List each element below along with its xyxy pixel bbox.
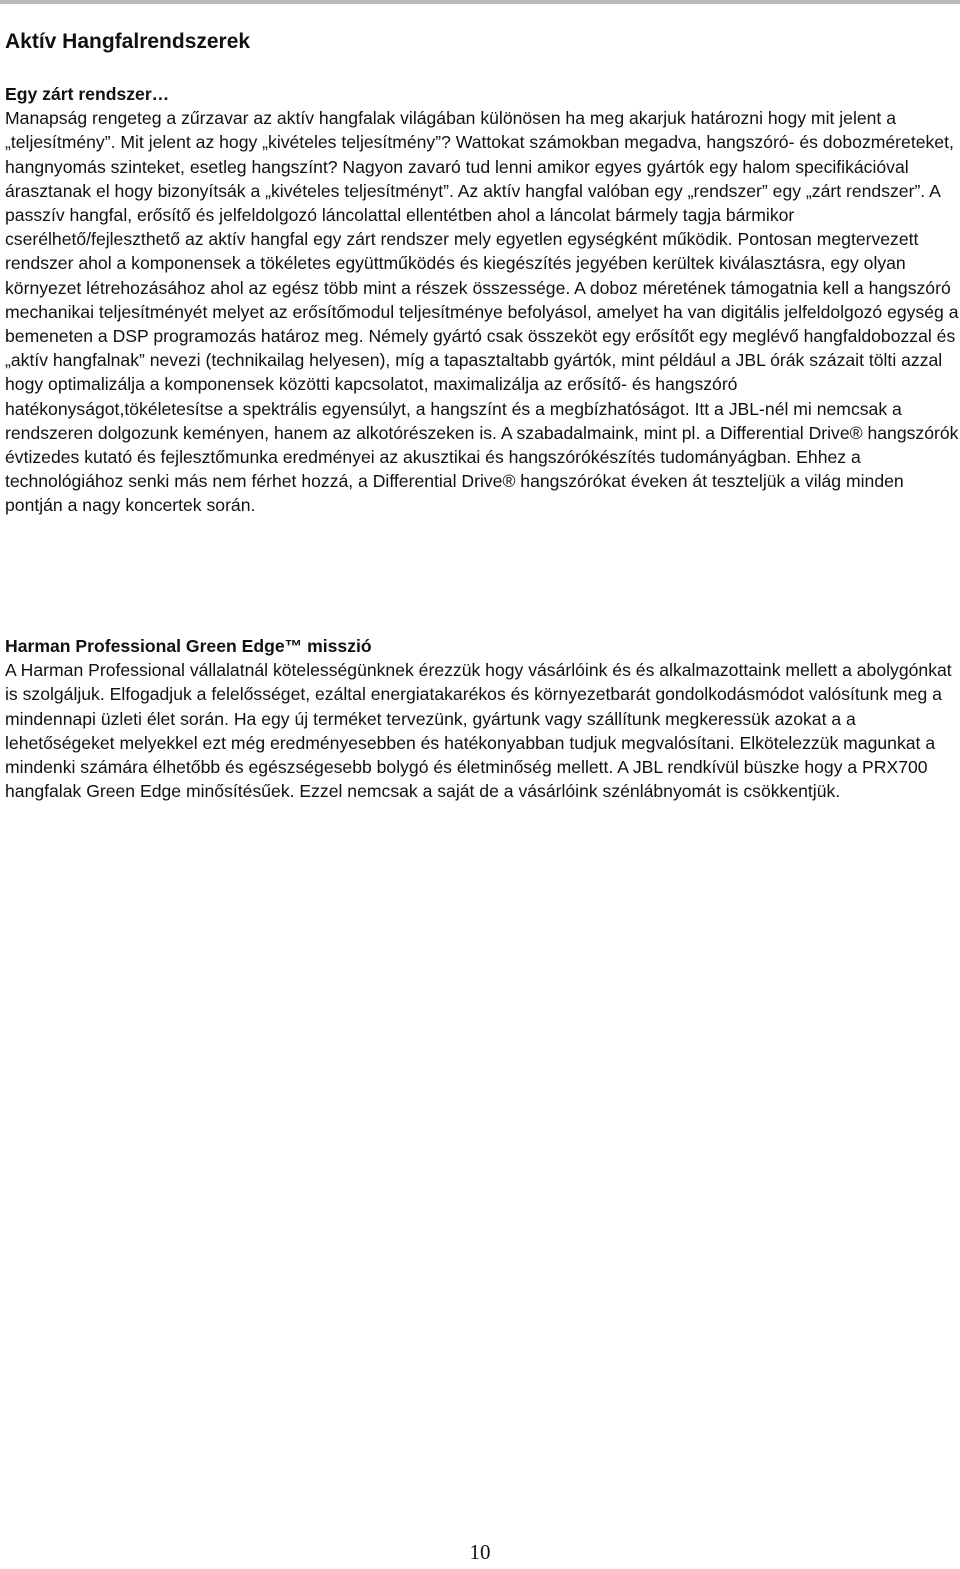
section-heading: Egy zárt rendszer… (5, 84, 170, 104)
section-green-edge (5, 634, 960, 803)
section-heading: Harman Professional Green Edge™ misszió (5, 636, 372, 656)
section-body: Manapság rengeteg a zűrzavar az aktív hangfalak világában különösen ha meg akarjuk határozni hogy mit jelent a „teljesítmény”. Mit jelent az hogy „kivételes teljesítmény”? Wattokat számokban megadva, hangszóró- és dobozméreteket, hangnyomás szinteket, esetleg hangszínt? Nagyon zavaró tud lenni amikor egyes gyártók egy halom specifikációval árasztanak el hogy bizonyítsák a „kivételes teljesítményt”. Az aktív hangfal valóban egy „rendszer” egy „zárt rendszer”. A passzív hangfal, erősítő és jelfeldolgozó láncolattal ellentétben ahol a láncolat bármely tagja bármikor cserélhető/fejleszthető az aktív hangfal egy zárt rendszer mely egyetlen egységként működik. Pontosan megtervezett rendszer ahol a komponensek a tökéletes együttműködés és kiegészítés jegyében kerültek kiválasztásra, egy olyan környezet létrehozásához ahol az egész több mint a részek összessége. A doboz méretének támogatnia kell a hangszóró mechanikai teljesítményét melyet az erősítőmodul teljesítménye befolyásol, amelyet ha van digitális jelfeldolgozó egység a bemeneten a DSP programozás határoz meg. Némely gyártó csak összeköt egy erősítőt egy meglévő hangfaldobozzal és „aktív hangfalnak” nevezi (technikailag helyesen), míg a tapasztaltabb gyártók, mint például a JBL órák százait tölti azzal hogy optimalizálja a komponensek közötti kapcsolatot, maximalizálja az erősítő- és hangszóró hatékonyságot,tökéletesítse a spektrális egyensúlyt, a hangszínt és a megbízhatóságot. Itt a JBL-nél mi nemcsak a rendszeren dolgozunk keményen, hanem az alkotórészeken is. A szabadalmaink, mint pl. a Differential Drive® hangszórók évtizedes kutató és fejlesztőmunka eredményei az akusztikai és hangszórókészítés tudományágban. Ehhez a technológiához senki más nem férhet hozzá, a Differential Drive® hangszórókat éveken át teszteljük a világ minden pontján a nagy koncertek során. (5, 108, 959, 516)
page-number: 10 (469, 1540, 491, 1564)
page-title: Aktív Hangfalrendszerek (5, 30, 251, 53)
section-body: A Harman Professional vállalatnál kötelességünknek érezzük hogy vásárlóink és és alkalmazottaink mellett a abolygónkat is szolgáljuk. Elfogadjuk a felelősséget, ezáltal energiatakarékos és környezetbarát gondolkodásmódot valósítunk meg a mindennapi üzleti élet során. Ha egy új terméket tervezünk, gyártunk vagy szállítunk megkeressük azokat a a lehetőségeket melyekkel ezt még eredményesebben és hatékonyabban tudjuk megvalósítani. Elkötelezzük magunkat a mindenki számára élhetőbb és egészségesebb bolygó és életminőség mellett. A JBL rendkívül büszke hogy a PRX700 hangfalak Green Edge minősítésűek. Ezzel nemcsak a saját de a vásárlóink szénlábnyomát is csökkentjük. (5, 660, 952, 802)
section-closed-system (5, 82, 960, 518)
top-divider (0, 0, 960, 4)
